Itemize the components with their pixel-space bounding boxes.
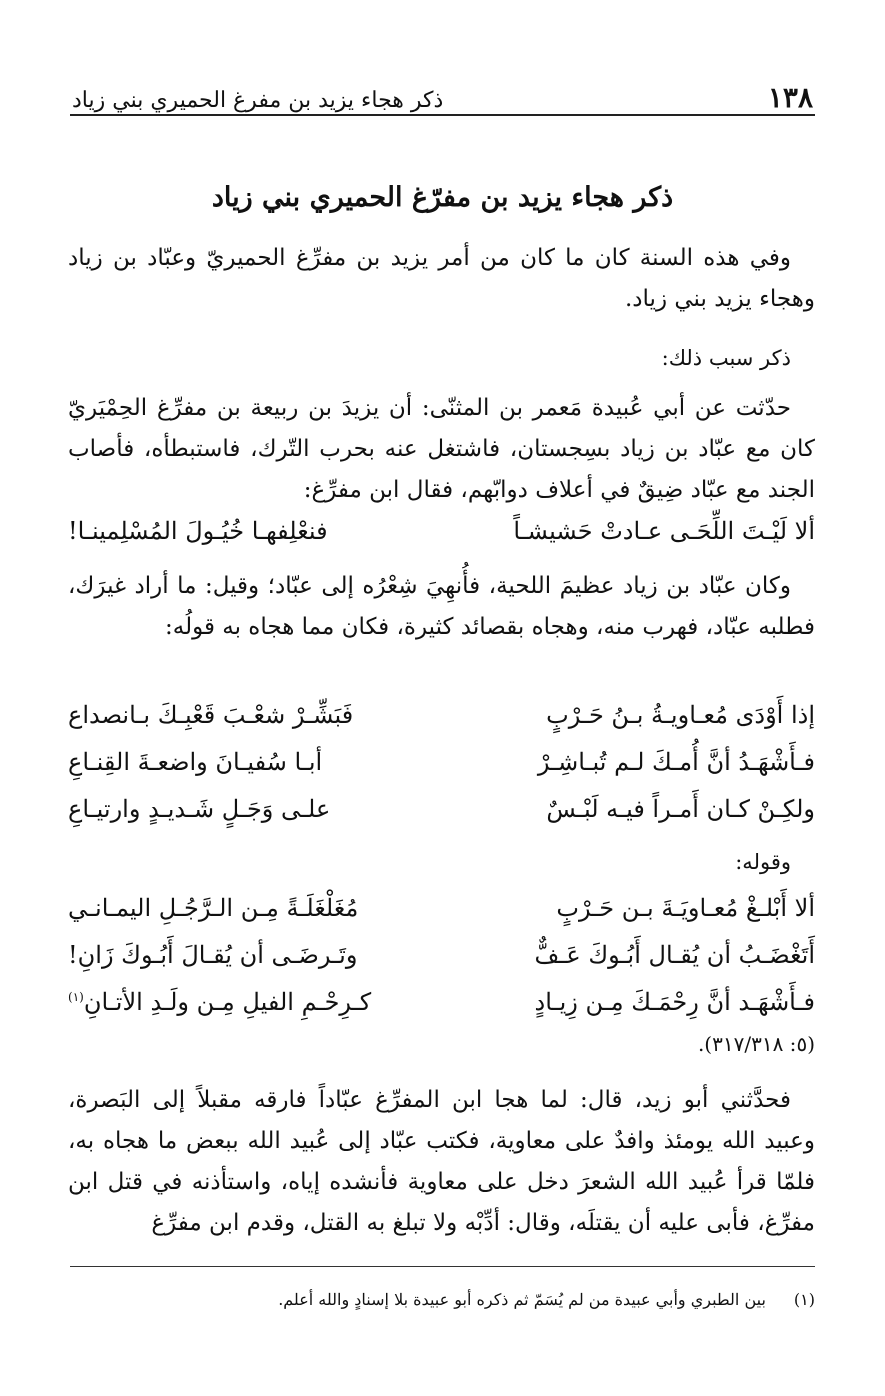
- verse-hemistich-right: أَتَغْضَـبُ أن يُقـال أَبُـوكَ عَـفٌّ: [534, 940, 815, 969]
- header-rule: [70, 114, 815, 116]
- verse-hemistich-left: [68, 988, 371, 1016]
- verse-hemistich-left: فنعْلِفهـا خُيُـولَ المُسْلِمينـا!: [68, 516, 328, 545]
- verse-hemistich-right: إذا أَوْدَى مُعـاويـةُ بـنُ حَـرْبٍ: [546, 700, 815, 729]
- running-header: [72, 68, 813, 112]
- verse-text: كـرِحْـمِ الفيلِ مِـن ولَـدِ الأتـانِ: [83, 987, 372, 1016]
- verse-hemistich-left: أبـا سُفيـانَ واضعـةَ القِنـاعِ: [68, 747, 323, 776]
- paragraph-abu-zayd: فحدَّثني أبو زيد، قال: لما هجا ابن المفرِّغ عبّاداً فارقه مقبلاً إلى البَصرة، وعبيد الله يومئذ وافدٌ على معاوية، فكتب عبّاد إلى عُبيد الله ببعض ما هجاه به، فلمّا قرأ عُبيد الله الشعرَ دخل على معاوية فأنشده إياه، واستأذنه في قتل ابن مفرِّغ، فأبى عليه أن يقتلَه، وقال: أدِّبْه ولا تبلغ به القتل، وقدم ابن مفرِّغ: [68, 1087, 815, 1236]
- verse-block-lihya: [68, 507, 815, 554]
- page-number: ١٣٨: [767, 81, 813, 114]
- verse-line: [68, 931, 815, 978]
- verse-hemistich-right: ألا أَبْلـغْ مُعـاويَـةَ بـن حَـرْبٍ: [556, 893, 815, 922]
- source-citation: (٥: ٣١٧/٣١٨).: [697, 1032, 815, 1056]
- footnote-rule: [70, 1266, 815, 1267]
- paragraph-narration: حدّثت عن أبي عُبيدة مَعمر بن المثنّى: أن يزيدَ بن ربيعة بن مفرِّغ الحِمْيَريّ كان مع عبّاد بن زياد بسِجستان، فاشتغل عنه بحرب التّرك، فاستبطأه، فأصاب الجند مع عبّاد ضِيقٌ في أعلاف دوابّهم، فقال ابن مفرِّغ:: [68, 395, 815, 503]
- verse-hemistich-right: ألا لَيْـتَ اللِّحَـى عـادتْ حَشيشـاً: [513, 516, 815, 545]
- verse-line: [68, 507, 815, 554]
- paragraph-reason-heading: ذكر سبب ذلك:: [661, 346, 791, 370]
- verse-line: [68, 691, 815, 738]
- verse-hemistich-left: وتَـرضَـى أن يُقـالَ أَبُـوكَ زَانِ!: [68, 940, 358, 969]
- verse-hemistich-left: فَبَشِّـرْ شعْـبَ قَعْبِـكَ بـانصداع: [68, 700, 354, 729]
- source-citation-line: [68, 1025, 815, 1063]
- footnote-text: بين الطبري وأبي عبيدة من لم يُسَمّ ثم ذكره أبو عبيدة بلا إسنادٍ والله أعلم.: [278, 1290, 766, 1309]
- verse-hemistich-right: فـأَشْهَـد أنَّ رِحْمَـكَ مِـن زِيـادٍ: [534, 987, 815, 1016]
- verse-line: [68, 978, 815, 1025]
- verse-hemistich-left: مُغَلْغَلَـةً مِـن الـرَّجُـلِ اليمـانـي: [68, 893, 359, 922]
- paragraph-abbad: وكان عبّاد بن زياد عظيمَ اللحية، فأُنهِيَ شِعْرُه إلى عبّاد؛ وقيل: ما أراد غيرَك، فطلبه عبّاد، فهرب منه، وهجاه بقصائد كثيرة، فكان مما هجاه به قولُه:: [68, 573, 815, 640]
- section-title: ذكر هجاء يزيد بن مفرّغ الحميري بني زياد: [211, 182, 674, 213]
- verse-hemistich-right: فـأَشْهَـدُ أنَّ أُمـكَ لـم تُبـاشِـرْ: [537, 747, 815, 776]
- verse-line: [68, 738, 815, 785]
- paragraph-and-his-saying: وقوله:: [735, 850, 791, 874]
- verse-hemistich-left: علـى وَجَـلٍ شَـديـدٍ وارتيـاعِ: [68, 794, 331, 823]
- verse-block-second-poem: [68, 884, 815, 1063]
- footnote: [70, 1290, 815, 1309]
- paragraph-intro: وفي هذه السنة كان ما كان من أمر يزيد بن مفرِّغ الحميريّ وعبّاد بن زياد وهجاء يزيد بني زياد.: [68, 245, 815, 312]
- verse-hemistich-right: ولكِـنْ كـان أَمـراً فيـه لَبْـسٌ: [546, 794, 815, 823]
- footnote-number: (١): [793, 1290, 815, 1309]
- verse-line: [68, 785, 815, 832]
- footnote-reference: (١): [68, 989, 84, 1004]
- running-title: ذكر هجاء يزيد بن مفرغ الحميري بني زياد: [72, 88, 444, 113]
- verse-line: [68, 884, 815, 931]
- verse-block-first-poem: [68, 691, 815, 832]
